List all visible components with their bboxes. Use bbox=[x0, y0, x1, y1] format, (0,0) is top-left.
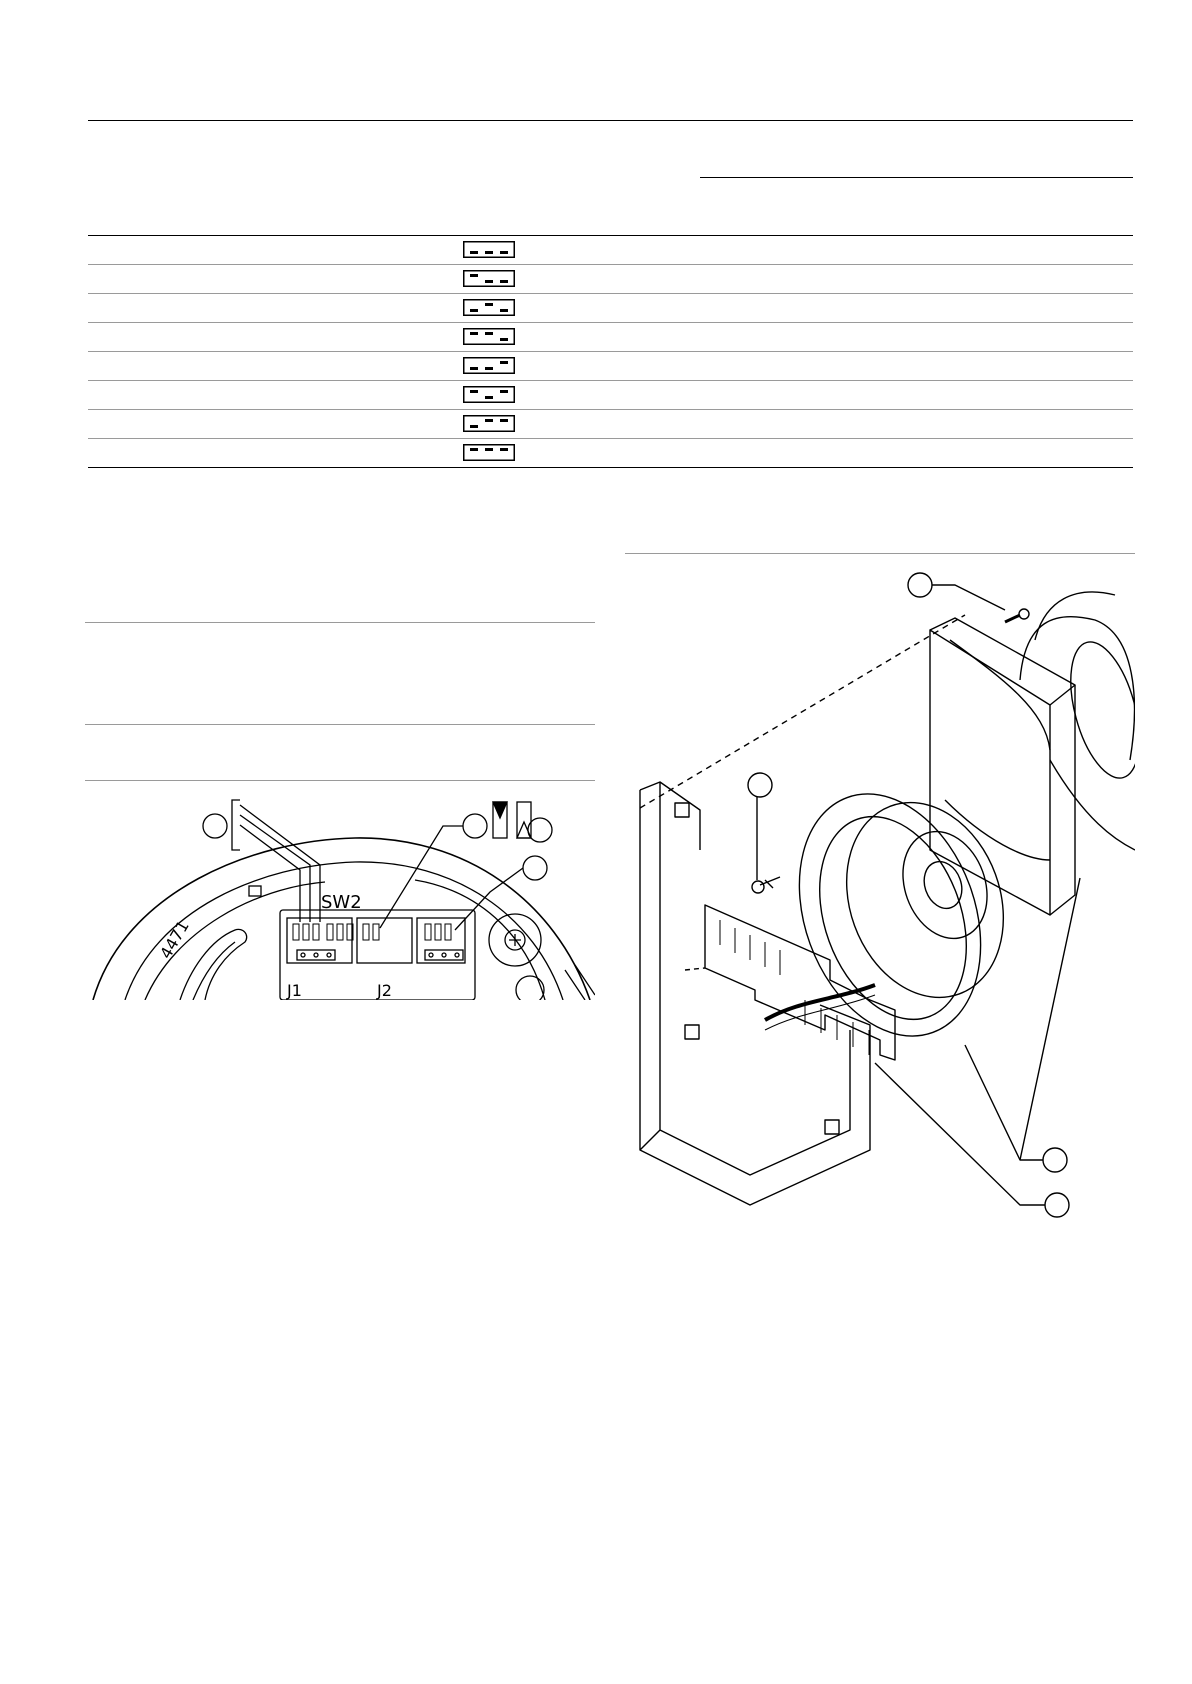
switch-position-icon bbox=[463, 415, 515, 432]
header-group-rule bbox=[700, 177, 1133, 178]
table-row bbox=[88, 265, 1133, 294]
switch-position-icon bbox=[463, 444, 515, 461]
switch-toggle-up bbox=[470, 274, 478, 277]
section-rule-3 bbox=[85, 780, 595, 781]
switch-position-icon bbox=[463, 241, 515, 258]
table-row bbox=[88, 410, 1133, 439]
table-row bbox=[88, 294, 1133, 323]
switch-position-icon bbox=[463, 270, 515, 287]
switch-toggle-up bbox=[500, 448, 508, 451]
housing-number-label: 4471 bbox=[156, 917, 193, 962]
switch-toggle-down bbox=[500, 338, 508, 341]
switch-toggle-up bbox=[485, 303, 493, 306]
switch-toggle-up bbox=[500, 361, 508, 364]
switch-toggle-up bbox=[485, 419, 493, 422]
j1-label: J1 bbox=[287, 981, 302, 1000]
sw2-label: SW2 bbox=[321, 892, 362, 913]
switch-toggle-down bbox=[485, 280, 493, 283]
figure-right-rule bbox=[625, 553, 1135, 554]
switch-toggle-down bbox=[485, 251, 493, 254]
table-row bbox=[88, 352, 1133, 381]
switch-toggle-down bbox=[470, 367, 478, 370]
section-rule-1 bbox=[85, 622, 595, 623]
table-row bbox=[88, 323, 1133, 352]
switch-toggle-up bbox=[500, 390, 508, 393]
speaker-assembly-figure bbox=[625, 560, 1135, 1230]
header-top-rule bbox=[88, 120, 1133, 121]
switch-position-icon bbox=[463, 299, 515, 316]
switch-toggle-down bbox=[485, 367, 493, 370]
switch-toggle-down bbox=[500, 309, 508, 312]
table-row bbox=[88, 439, 1133, 468]
table-row bbox=[88, 381, 1133, 410]
table-row bbox=[88, 236, 1133, 265]
switch-toggle-up bbox=[470, 448, 478, 451]
switch-toggle-up bbox=[500, 419, 508, 422]
switch-toggle-down bbox=[470, 251, 478, 254]
switch-toggle-down bbox=[470, 425, 478, 428]
j2-label: J2 bbox=[377, 981, 392, 1000]
switch-position-icon bbox=[463, 328, 515, 345]
switch-toggle-up bbox=[470, 332, 478, 335]
switch-toggle-up bbox=[485, 332, 493, 335]
switch-toggle-down bbox=[470, 309, 478, 312]
switch-toggle-down bbox=[500, 280, 508, 283]
switch-toggle-up bbox=[485, 448, 493, 451]
switch-toggle-down bbox=[485, 396, 493, 399]
switch-toggle-down bbox=[500, 251, 508, 254]
section-rule-2 bbox=[85, 724, 595, 725]
switch-position-icon bbox=[463, 357, 515, 374]
switch-position-icon bbox=[463, 386, 515, 403]
switch-toggle-up bbox=[470, 390, 478, 393]
row-divider bbox=[88, 467, 1133, 468]
switch-detail-figure bbox=[85, 790, 595, 1000]
